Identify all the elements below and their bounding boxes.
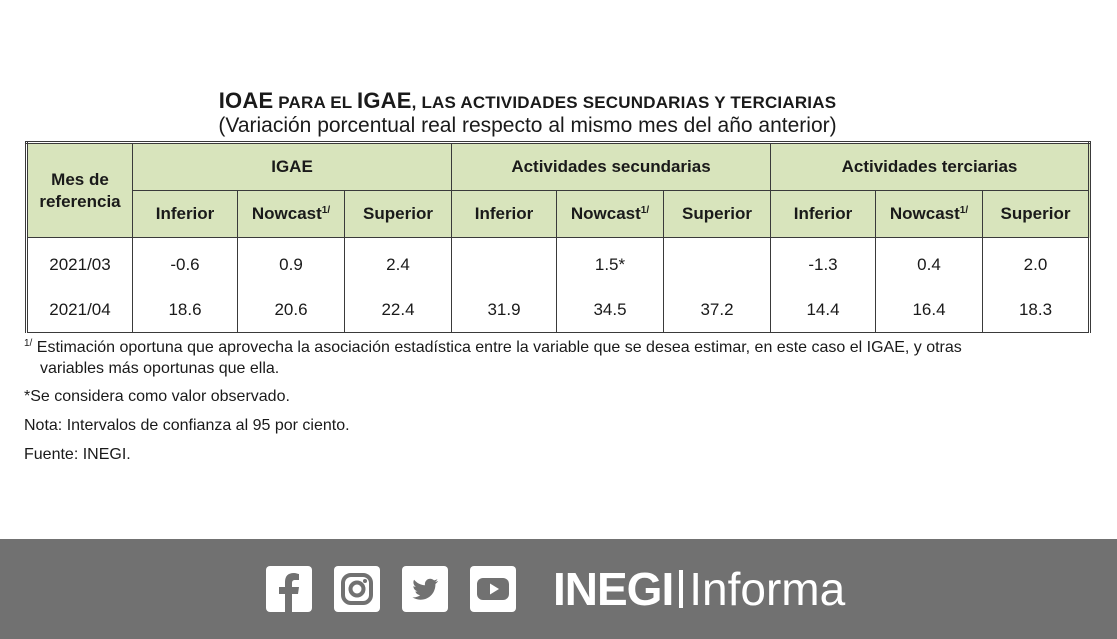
value-cell: 22.4 [345,287,452,333]
title-block [0,88,1055,138]
value-cell: -1.3 [771,238,876,288]
footnote-confidence: Nota: Intervalos de confianza al 95 por ciento. [24,417,350,434]
instagram-icon[interactable] [334,566,380,612]
col-superior: Superior [664,191,771,238]
row-header: Mes de referencia [27,143,133,238]
value-cell: 0.9 [238,238,345,288]
data-table [25,141,1091,333]
table-row [27,238,1090,288]
footer-bar [0,539,1117,639]
group-header-secundarias: Actividades secundarias [452,143,771,191]
youtube-icon[interactable] [470,566,516,612]
value-cell: 16.4 [876,287,983,333]
month-cell: 2021/03 [27,238,133,288]
col-inferior: Inferior [771,191,876,238]
value-cell: 2.0 [983,238,1090,288]
month-cell: 2021/04 [27,287,133,333]
social-links [266,566,516,612]
value-cell: 2.4 [345,238,452,288]
col-superior: Superior [983,191,1090,238]
page-title: IOAE PARA EL IGAE, LAS ACTIVIDADES SECUNDARIAS Y TERCIARIAS [218,88,837,113]
inegi-informa-logo: INEGI Informa [553,563,846,615]
value-cell: 34.5 [557,287,664,333]
col-nowcast: Nowcast$^{1/}$ [876,191,983,238]
value-cell: 18.3 [983,287,1090,333]
footnote-1: $^{1/}$ Estimación oportuna que aprovecha la asociación estadística entre la variable que se desea estimar, en este caso el IGAE, y otras variables más oportunas que ella. [24,338,962,377]
group-header-igae: IGAE [133,143,452,191]
value-cell: -0.6 [133,238,238,288]
col-nowcast: Nowcast$^{1/}$ [557,191,664,238]
value-cell: 1.5* [557,238,664,288]
footnote-observed: *Se considera como valor observado. [24,388,290,405]
value-cell: 31.9 [452,287,557,333]
col-inferior: Inferior [452,191,557,238]
value-cell [664,238,771,288]
twitter-icon[interactable] [402,566,448,612]
col-nowcast: Nowcast$^{1/}$ [238,191,345,238]
value-cell: 18.6 [133,287,238,333]
footnotes [24,333,1104,466]
value-cell: 0.4 [876,238,983,288]
facebook-icon[interactable] [266,566,312,612]
col-inferior: Inferior [133,191,238,238]
value-cell: 37.2 [664,287,771,333]
value-cell [452,238,557,288]
logo-separator [679,570,683,608]
table-row [27,287,1090,333]
value-cell: 20.6 [238,287,345,333]
footnote-source: Fuente: INEGI. [24,446,131,463]
group-header-terciarias: Actividades terciarias [771,143,1090,191]
value-cell: 14.4 [771,287,876,333]
col-superior: Superior [345,191,452,238]
page-subtitle: (Variación porcentual real respecto al mismo mes del año anterior) [218,114,837,137]
